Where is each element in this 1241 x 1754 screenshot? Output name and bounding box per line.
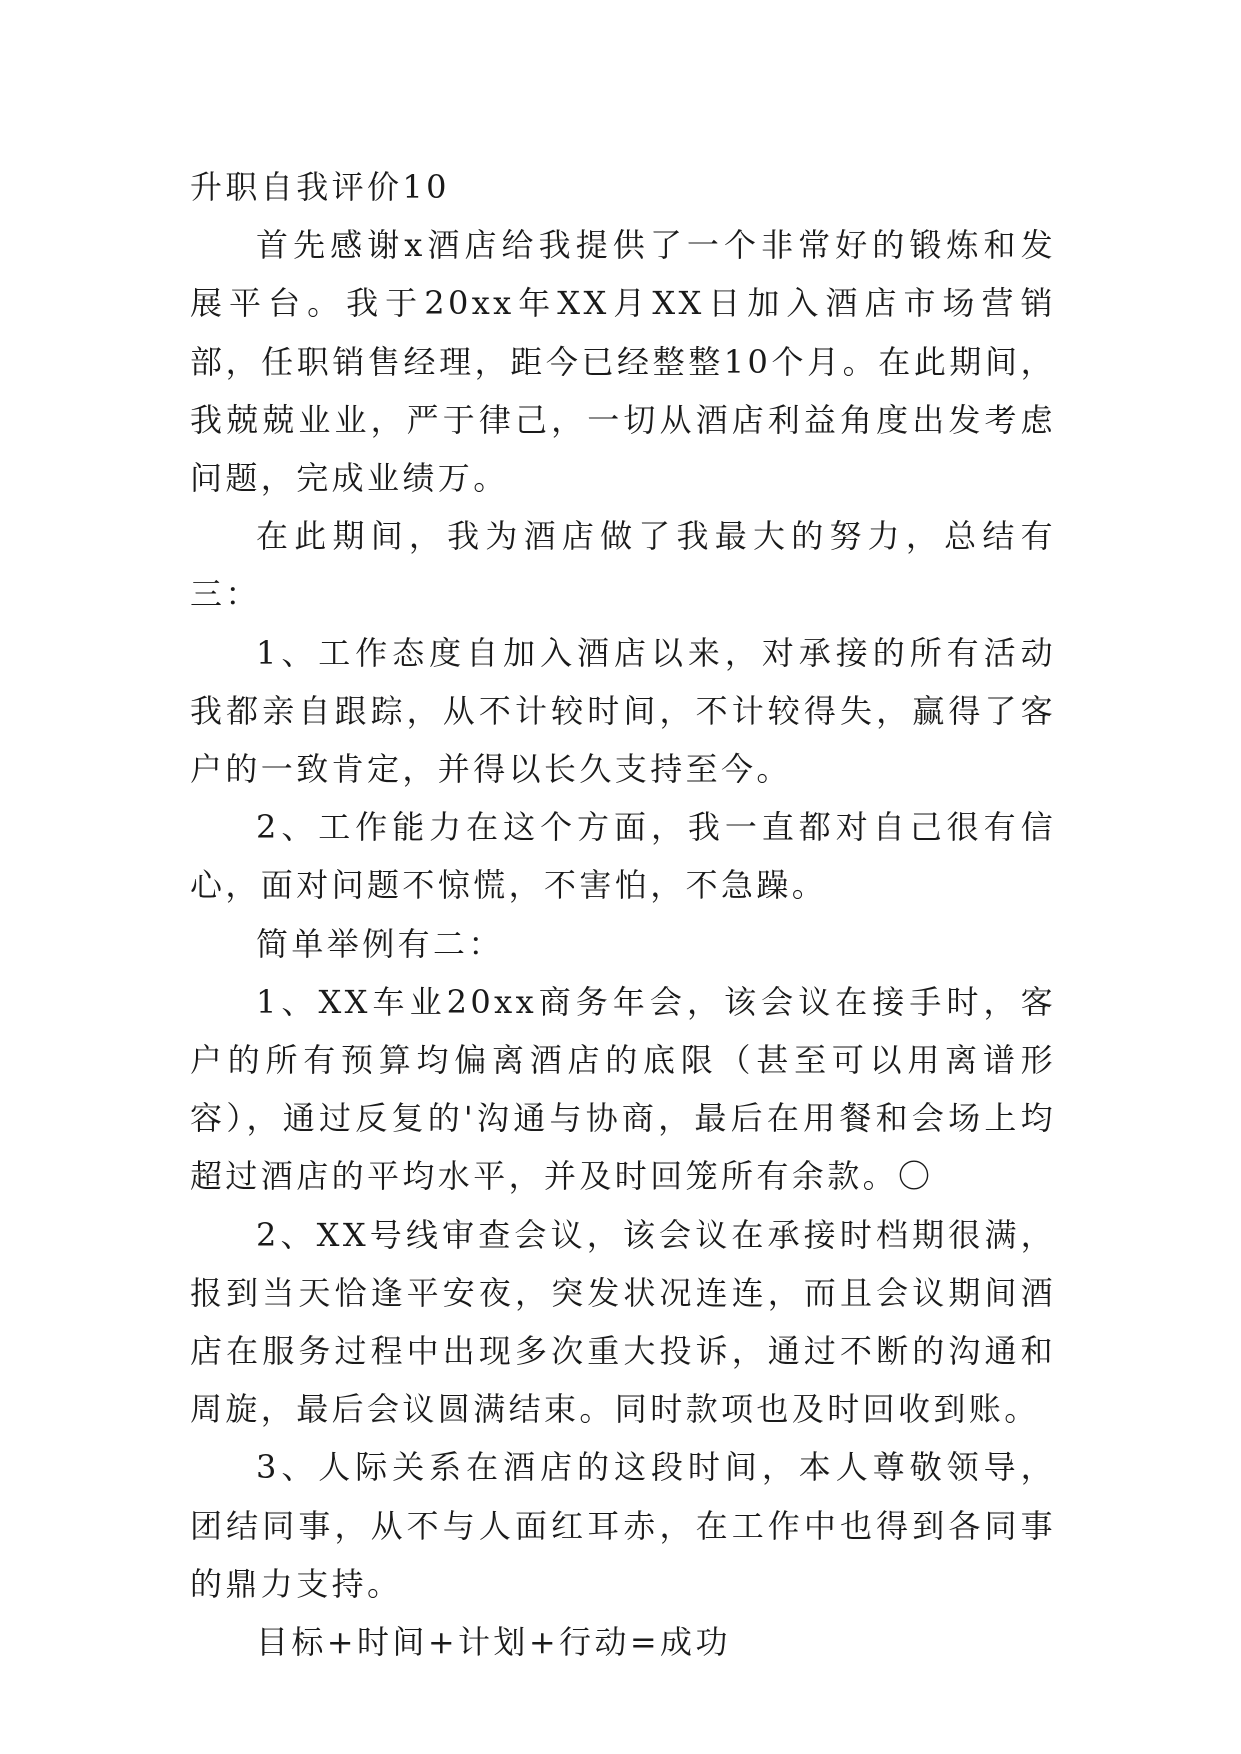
paragraph-intro: 首先感谢x酒店给我提供了一个非常好的锻炼和发展平台。我于20xx年XX月XX日加入酒店市场营销部，任职销售经理，距今已经整整10个月。在此期间，我兢兢业业，严于律己，一切从酒店利益角度出发考虑问题，完成业绩万。	[190, 226, 1056, 498]
document-title: 升职自我评价10	[190, 168, 450, 206]
paragraph-success-formula: 目标+时间+计划+行动=成功	[256, 1623, 731, 1662]
paragraph-summary-heading: 在此期间，我为酒店做了我最大的努力，总结有三：	[190, 517, 1056, 614]
paragraph-work-attitude: 1、工作态度自加入酒店以来，对承接的所有活动我都亲自跟踪，从不计较时间，不计较得失，赢得了客户的一致肯定，并得以长久支持至今。	[190, 633, 1056, 789]
document-body	[190, 158, 1056, 1671]
paragraph-example-2: 2、XX号线审查会议，该会议在承接时档期很满，报到当天恰逢平安夜，突发状况连连，而且会议期间酒店在服务过程中出现多次重大投诉，通过不断的沟通和周旋，最后会议圆满结束。同时款项也及时回收到账。	[190, 1215, 1056, 1429]
paragraph-examples-heading: 简单举例有二：	[256, 924, 504, 963]
paragraph-work-ability: 2、工作能力在这个方面，我一直都对自己很有信心，面对问题不惊慌，不害怕，不急躁。	[190, 808, 1056, 905]
paragraph-example-1: 1、XX车业20xx商务年会，该会议在接手时，客户的所有预算均偏离酒店的底限（甚至可以用离谱形容），通过反复的'沟通与协商，最后在用餐和会场上均超过酒店的平均水平，并及时回笼所有余款。〇	[190, 982, 1056, 1196]
paragraph-interpersonal: 3、人际关系在酒店的这段时间，本人尊敬领导，团结同事，从不与人面红耳赤，在工作中也得到各同事的鼎力支持。	[190, 1448, 1056, 1603]
